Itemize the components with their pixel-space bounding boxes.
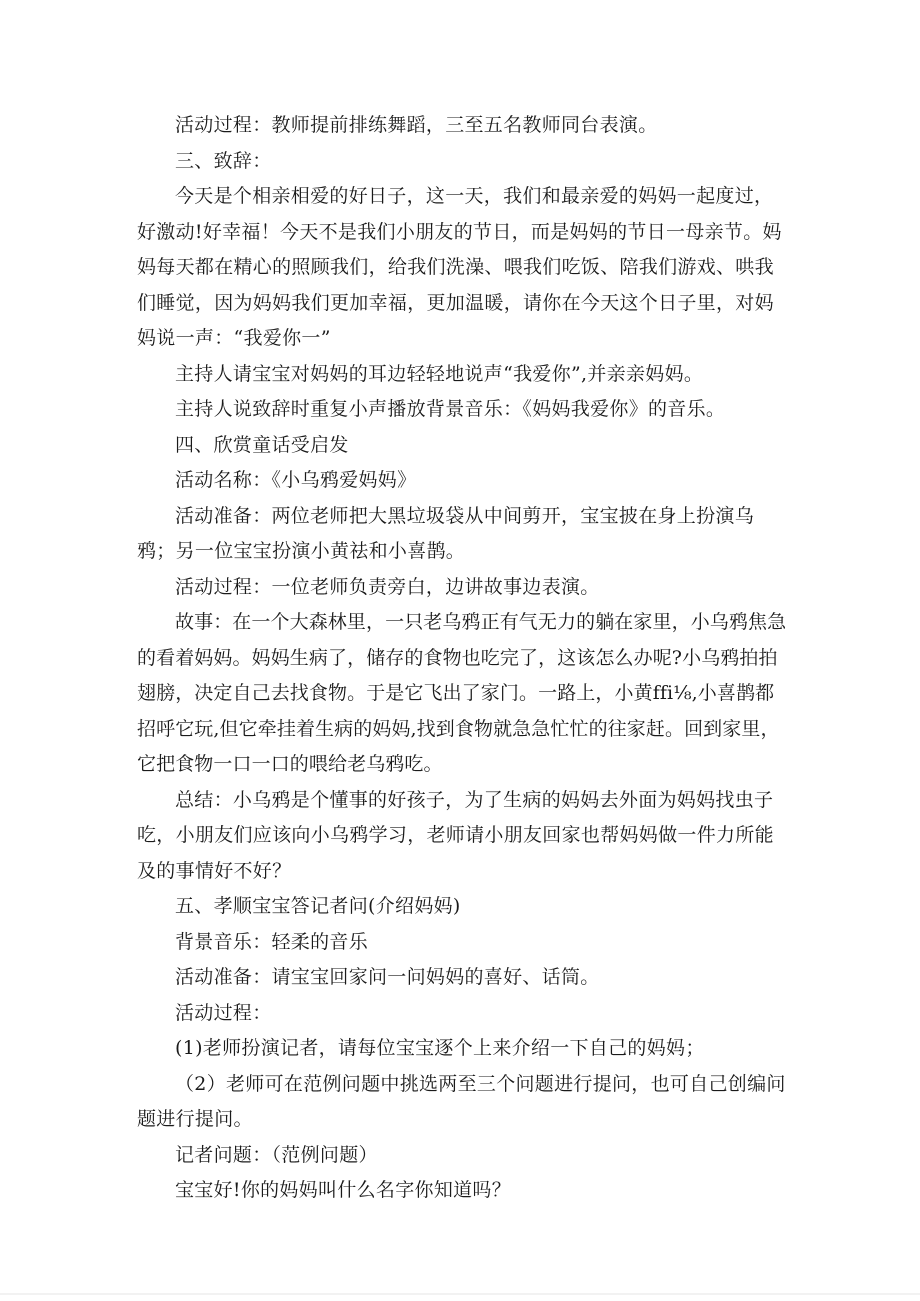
heading-fairy-tale: 四、欣赏童话受启发	[175, 433, 349, 456]
paragraph-interview-process-label: 活动过程：	[175, 1001, 272, 1024]
paragraph-story: 故事：在一个大森林里，一只老乌鸦正有气无力的躺在家里，小乌鸦焦急的看着妈妈。妈妈生病了，储存的食物也吃完了，这该怎么办呢?小乌鸦拍拍翅膀，决定自己去找食物。于是它飞出了家门。一路上，小黄ffi⅛,小喜鹊都招呼它玩,但它牵挂着生病的妈妈,找到食物就急急忙忙的往家赶。回到家里，它把食物一口一口的喂给老乌鸦吃。	[137, 611, 787, 775]
document-body	[137, 108, 792, 1209]
paragraph-step-2: （2）老师可在范例问题中挑选两至三个问题进行提问，也可自己创编问题进行提问。	[137, 1072, 786, 1130]
paragraph-background-music: 背景音乐：轻柔的音乐	[175, 930, 369, 953]
paragraph-activity-process-2: 活动过程：一位老师负责旁白，边讲故事边表演。	[175, 575, 600, 598]
paragraph-host-music: 主持人说致辞时重复小声播放背景音乐：《妈妈我爱你》的音乐。	[175, 398, 726, 420]
paragraph-step-1: (1)老师扮演记者，请每位宝宝逐个上来介绍一下自己的妈妈；	[175, 1037, 705, 1059]
paragraph-reporter-questions: 记者问题：（范例问题）	[175, 1143, 378, 1166]
paragraph-activity-name: 活动名称：《小乌鸦爱妈妈》	[175, 469, 417, 491]
heading-speech: 三、致辞：	[175, 149, 272, 172]
paragraph-interview-preparation: 活动准备：请宝宝回家问一问妈妈的喜好、话筒。	[175, 966, 600, 988]
paragraph-activity-preparation: 活动准备：两位老师把大黑垃圾袋从中间剪开，宝宝披在身上扮演乌鸦；另一位宝宝扮演小黄祛和小喜鹊。	[137, 504, 755, 562]
paragraph-activity-process-1: 活动过程：教师提前排练舞蹈，三至五名教师同台表演。	[175, 114, 658, 136]
page-bottom-divider	[0, 1293, 920, 1295]
heading-interview: 五、孝顺宝宝答记者问(介绍妈妈)	[175, 895, 461, 917]
paragraph-summary: 总结：小乌鸦是个懂事的好孩子，为了生病的妈妈去外面为妈妈找虫子吃，小朋友们应该向小乌鸦学习，老师请小朋友回家也帮妈妈做一件力所能及的事情好不好？	[137, 788, 774, 882]
paragraph-host-whisper: 主持人请宝宝对妈妈的耳边轻轻地说声“我爱你”,并亲亲妈妈。	[175, 362, 704, 385]
paragraph-question-1: 宝宝好!你的妈妈叫什么名字你知道吗？	[175, 1179, 512, 1201]
paragraph-speech-text: 今天是个相亲相爱的好日子，这一天，我们和最亲爱的妈妈一起度过，好激动!好幸福！今天不是我们小朋友的节日，而是妈妈的节日一母亲节。妈妈每天都在精心的照顾我们，给我们洗澡、喂我们吃饭、陪我们游戏、哄我们睡觉，因为妈妈我们更加幸福，更加温暖，请你在今天这个日子里，对妈妈说一声：“我爱你一”	[137, 185, 782, 349]
